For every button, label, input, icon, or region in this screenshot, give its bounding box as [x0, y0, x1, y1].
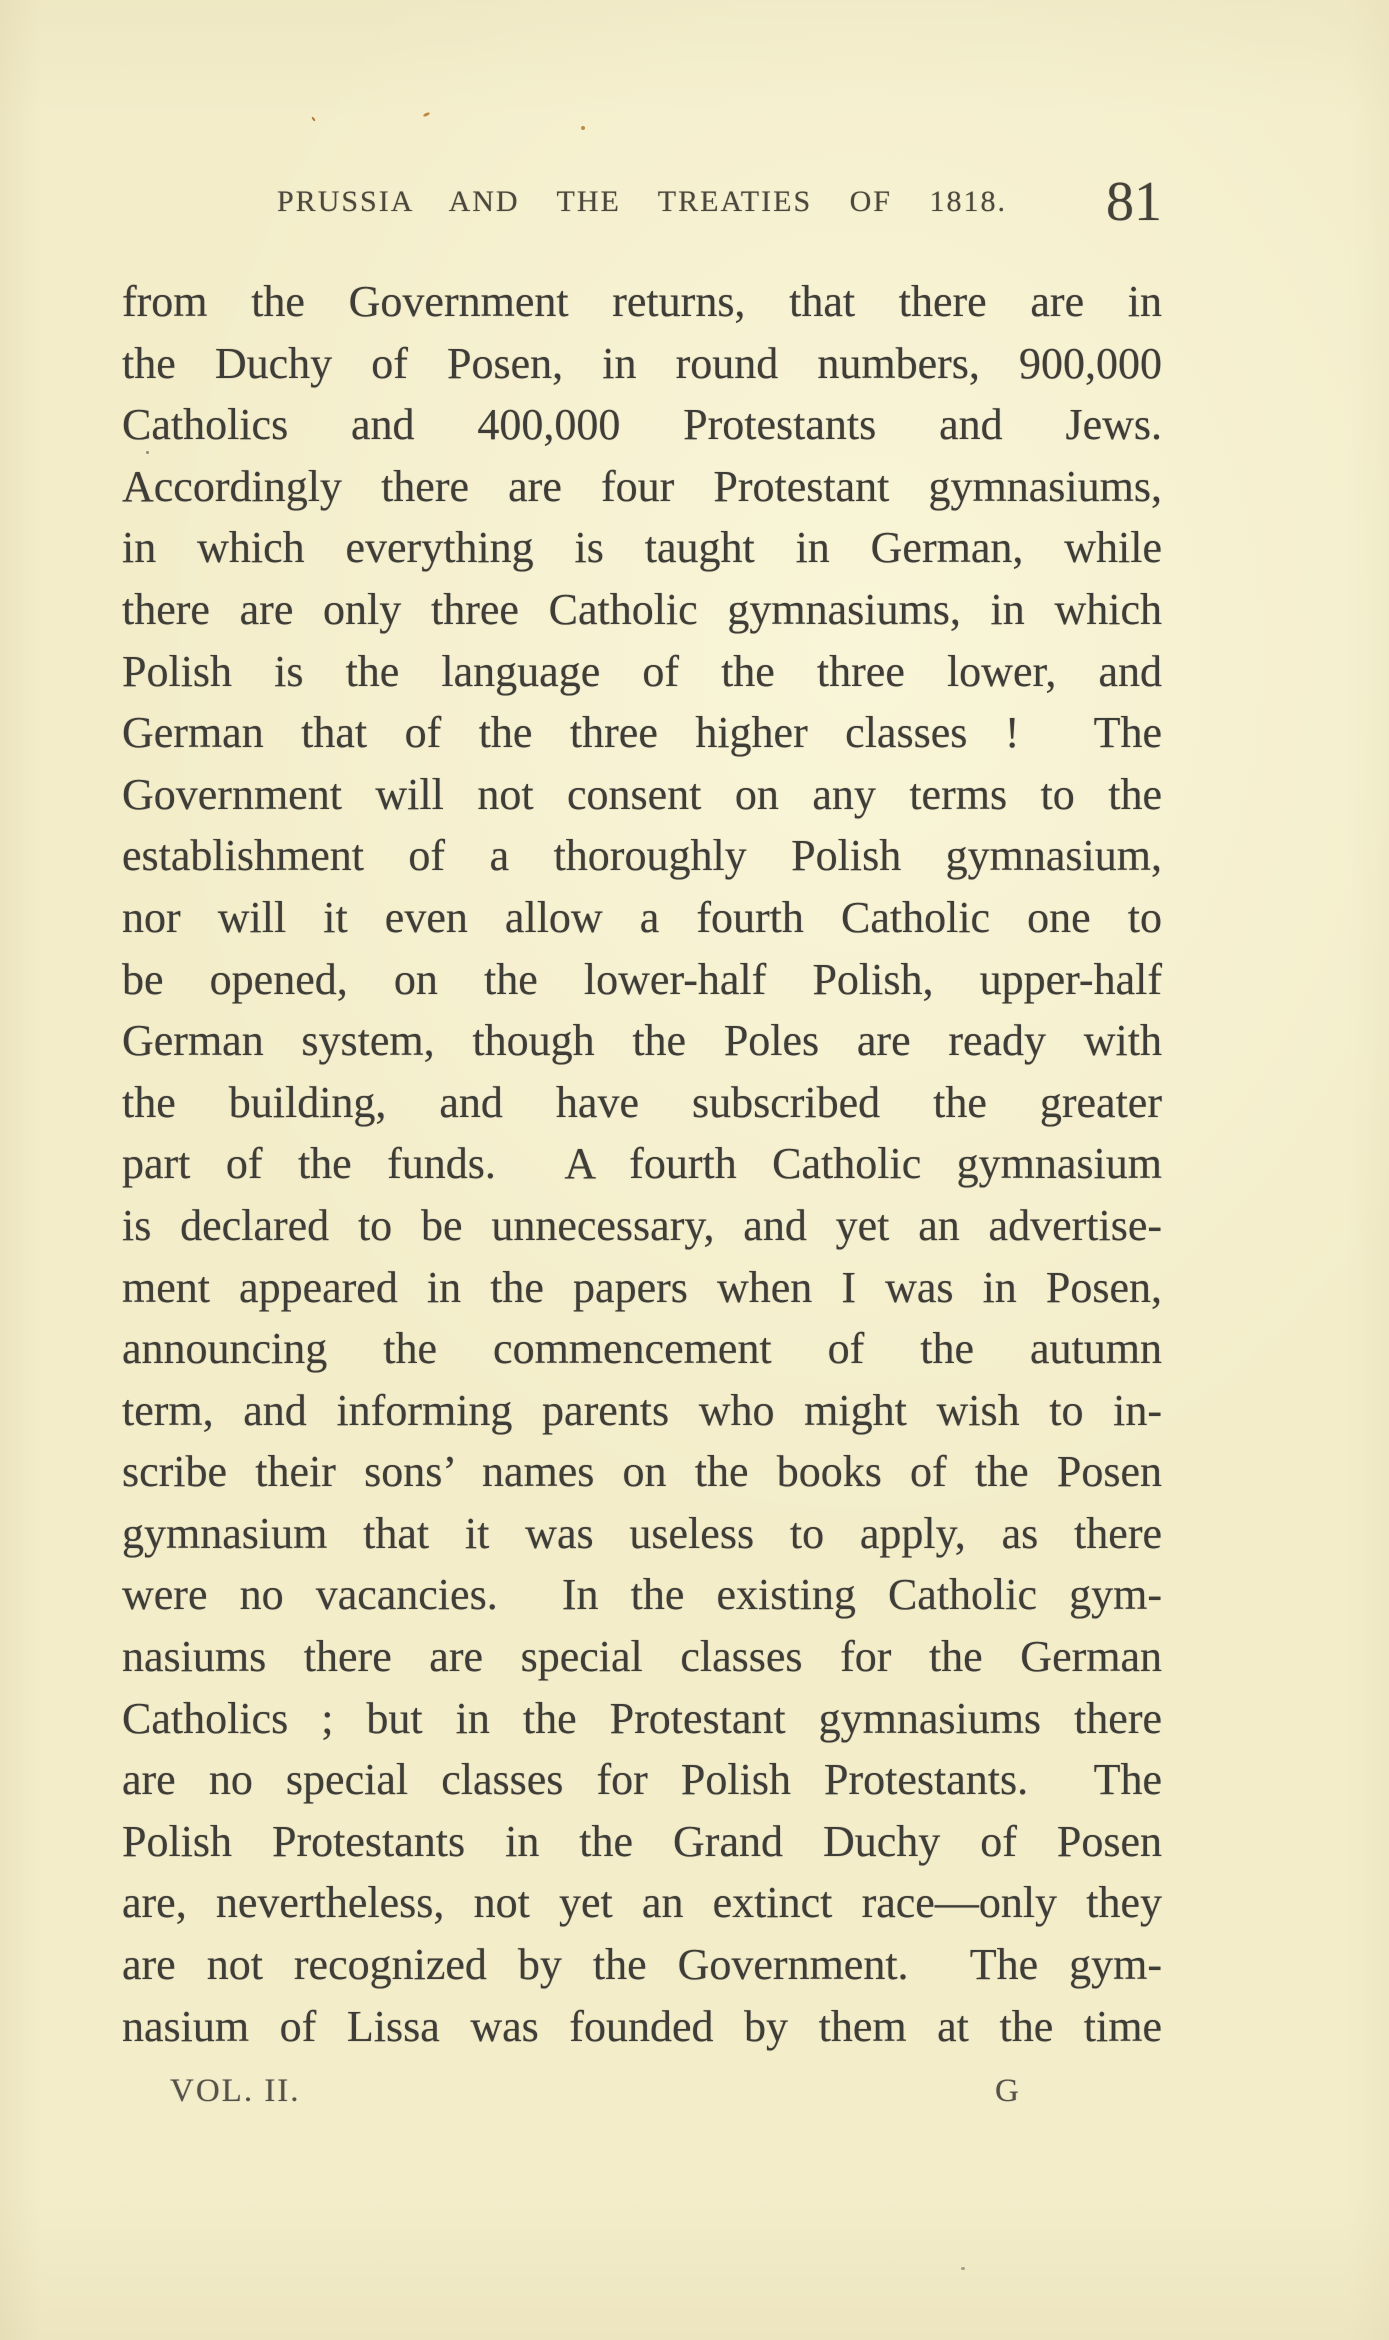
text-line: nasium of Lissa was founded by them at the time: [122, 2001, 1162, 2051]
text-line: term, and informing parents who might wish to in-: [122, 1385, 1162, 1435]
text-line: are no special classes for Polish Protestants. The: [122, 1755, 1162, 1805]
text-line: there are only three Catholic gymnasiums, in which: [122, 584, 1162, 634]
page-number: 81: [1106, 171, 1162, 233]
text-line: be opened, on the lower-half Polish, upper-half: [122, 954, 1162, 1004]
text-line: Polish Protestants in the Grand Duchy of Posen: [122, 1816, 1162, 1866]
text-line: scribe their sons’ names on the books of the Posen: [122, 1447, 1162, 1497]
running-head: PRUSSIA AND THE TREATIES OF 1818.: [277, 185, 1007, 218]
text-line: Government will not consent on any terms to the: [122, 769, 1162, 819]
text-line: the Duchy of Posen, in round numbers, 900,000: [122, 338, 1162, 388]
text-line: from the Government returns, that there are in: [122, 277, 1162, 326]
text-line: were no vacancies. In the existing Catholic gym-: [122, 1570, 1162, 1620]
text-line: nasiums there are special classes for the German: [122, 1632, 1162, 1682]
text-line: German system, though the Poles are ready with: [122, 1016, 1162, 1066]
paper-foxing-speck: [961, 2267, 965, 2270]
text-line: Accordingly there are four Protestant gymnasiums,: [122, 461, 1162, 511]
text-line: announcing the commencement of the autumn: [122, 1324, 1162, 1374]
text-line: Catholics ; but in the Protestant gymnasiums there: [122, 1693, 1162, 1743]
text-line: ment appeared in the papers when I was in Posen,: [122, 1262, 1162, 1312]
body-text: [122, 271, 1162, 2057]
text-line: part of the funds. A fourth Catholic gymnasium: [122, 1139, 1162, 1189]
text-line: German that of the three higher classes ! The: [122, 708, 1162, 758]
paper-foxing-speck: [311, 116, 316, 121]
text-line: is declared to be unnecessary, and yet an advertise-: [122, 1200, 1162, 1250]
text-line: establishment of a thoroughly Polish gymnasium,: [122, 831, 1162, 881]
text-line: gymnasium that it was useless to apply, as there: [122, 1508, 1162, 1558]
text-line: Catholics and 400,000 Protestants and Jews.: [122, 400, 1162, 450]
text-line: in which everything is taught in German, while: [122, 523, 1162, 573]
text-line: nor will it even allow a fourth Catholic one to: [122, 892, 1162, 942]
paper-foxing-speck: [146, 451, 149, 454]
printers-signature-mark: G: [995, 2073, 1019, 2109]
paper-foxing-speck: [423, 112, 431, 118]
text-line: Polish is the language of the three lower, and: [122, 646, 1162, 696]
text-line: are not recognized by the Government. The gym-: [122, 1940, 1162, 1990]
paper-foxing-speck: [581, 126, 585, 130]
text-line: are, nevertheless, not yet an extinct race—only they: [122, 1878, 1162, 1928]
volume-label: VOL. II.: [170, 2073, 301, 2109]
text-line: the building, and have subscribed the greater: [122, 1077, 1162, 1127]
